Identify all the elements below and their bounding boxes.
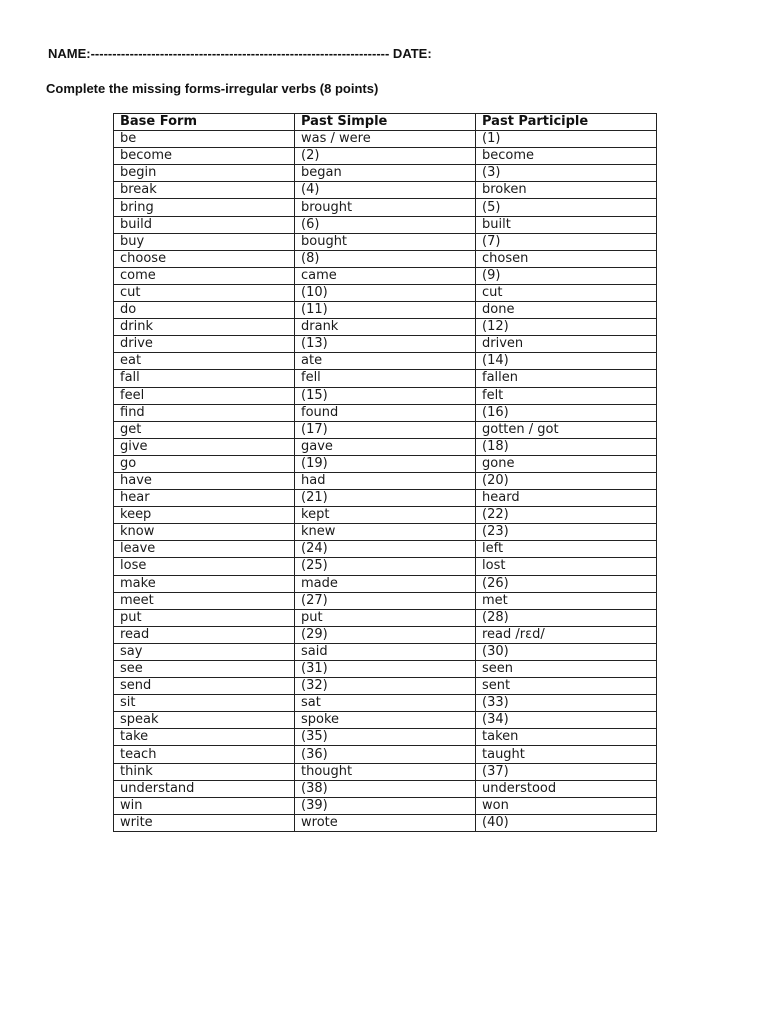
base-form-cell: write (114, 814, 295, 831)
past-simple-cell: put (295, 609, 476, 626)
past-participle-cell: understood (476, 780, 657, 797)
base-form-cell: think (114, 763, 295, 780)
past-participle-cell: chosen (476, 250, 657, 267)
past-participle-cell: (14) (476, 353, 657, 370)
table-row (114, 302, 657, 319)
table-body (114, 131, 657, 832)
past-simple-cell: (36) (295, 746, 476, 763)
past-participle-cell: (20) (476, 472, 657, 489)
past-participle-cell: taught (476, 746, 657, 763)
past-simple-cell: (38) (295, 780, 476, 797)
past-participle-cell: (3) (476, 165, 657, 182)
past-participle-cell: fallen (476, 370, 657, 387)
past-participle-cell: cut (476, 284, 657, 301)
past-simple-cell: (39) (295, 797, 476, 814)
table-row (114, 712, 657, 729)
base-form-cell: cut (114, 284, 295, 301)
table-row (114, 643, 657, 660)
table-row (114, 558, 657, 575)
table-row (114, 780, 657, 797)
past-participle-cell: met (476, 592, 657, 609)
past-participle-cell: taken (476, 729, 657, 746)
table-row (114, 575, 657, 592)
base-form-cell: make (114, 575, 295, 592)
past-participle-cell: (26) (476, 575, 657, 592)
table-row (114, 763, 657, 780)
past-simple-cell: (17) (295, 421, 476, 438)
table-row (114, 609, 657, 626)
base-form-cell: eat (114, 353, 295, 370)
base-form-cell: put (114, 609, 295, 626)
past-simple-cell: said (295, 643, 476, 660)
past-participle-cell: (12) (476, 319, 657, 336)
table-row (114, 250, 657, 267)
past-participle-cell: driven (476, 336, 657, 353)
past-simple-cell: sat (295, 695, 476, 712)
past-simple-cell: bought (295, 233, 476, 250)
table-row (114, 182, 657, 199)
past-participle-cell: sent (476, 678, 657, 695)
table-row (114, 661, 657, 678)
base-form-cell: be (114, 131, 295, 148)
table-row (114, 370, 657, 387)
past-participle-cell: (18) (476, 438, 657, 455)
past-simple-cell: (15) (295, 387, 476, 404)
past-simple-cell: (11) (295, 302, 476, 319)
past-participle-cell: felt (476, 387, 657, 404)
table-row (114, 490, 657, 507)
table-row (114, 284, 657, 301)
base-form-cell: sit (114, 695, 295, 712)
past-simple-cell: (2) (295, 148, 476, 165)
base-form-cell: choose (114, 250, 295, 267)
past-participle-cell: (22) (476, 507, 657, 524)
past-participle-cell: (30) (476, 643, 657, 660)
past-participle-cell: heard (476, 490, 657, 507)
table-row (114, 353, 657, 370)
past-simple-cell: spoke (295, 712, 476, 729)
table-row (114, 319, 657, 336)
past-simple-cell: (35) (295, 729, 476, 746)
past-participle-cell: (40) (476, 814, 657, 831)
past-participle-cell: left (476, 541, 657, 558)
instruction-heading: Complete the missing forms-irregular verbs (8 points) (46, 81, 379, 96)
past-participle-cell: (5) (476, 199, 657, 216)
table-row (114, 199, 657, 216)
past-simple-cell: gave (295, 438, 476, 455)
past-simple-cell: (27) (295, 592, 476, 609)
past-participle-cell: read /rɛd/ (476, 626, 657, 643)
table-header-row (114, 114, 657, 131)
table-row (114, 216, 657, 233)
past-simple-cell: (8) (295, 250, 476, 267)
table-row (114, 814, 657, 831)
base-form-cell: speak (114, 712, 295, 729)
past-participle-cell: (7) (476, 233, 657, 250)
past-simple-cell: knew (295, 524, 476, 541)
table-row (114, 541, 657, 558)
base-form-cell: buy (114, 233, 295, 250)
past-participle-cell: built (476, 216, 657, 233)
base-form-cell: come (114, 267, 295, 284)
base-form-cell: keep (114, 507, 295, 524)
table-row (114, 455, 657, 472)
past-simple-cell: (19) (295, 455, 476, 472)
base-form-cell: lose (114, 558, 295, 575)
table-row (114, 797, 657, 814)
past-participle-cell: gone (476, 455, 657, 472)
table-row (114, 267, 657, 284)
base-form-cell: read (114, 626, 295, 643)
past-participle-cell: done (476, 302, 657, 319)
table-row (114, 507, 657, 524)
past-simple-cell: was / were (295, 131, 476, 148)
table-row (114, 233, 657, 250)
column-header-past-participle: Past Participle (476, 114, 657, 131)
past-simple-cell: fell (295, 370, 476, 387)
table-row (114, 336, 657, 353)
past-participle-cell: (28) (476, 609, 657, 626)
base-form-cell: get (114, 421, 295, 438)
base-form-cell: take (114, 729, 295, 746)
past-simple-cell: ate (295, 353, 476, 370)
table-row (114, 404, 657, 421)
table-row (114, 148, 657, 165)
base-form-cell: begin (114, 165, 295, 182)
past-participle-cell: lost (476, 558, 657, 575)
past-simple-cell: (29) (295, 626, 476, 643)
past-participle-cell: won (476, 797, 657, 814)
past-simple-cell: had (295, 472, 476, 489)
past-simple-cell: (24) (295, 541, 476, 558)
base-form-cell: feel (114, 387, 295, 404)
past-simple-cell: (32) (295, 678, 476, 695)
base-form-cell: understand (114, 780, 295, 797)
table-row (114, 746, 657, 763)
irregular-verbs-table (113, 113, 657, 832)
table-row (114, 472, 657, 489)
base-form-cell: teach (114, 746, 295, 763)
base-form-cell: go (114, 455, 295, 472)
table-row (114, 131, 657, 148)
base-form-cell: drink (114, 319, 295, 336)
past-participle-cell: broken (476, 182, 657, 199)
table-row (114, 695, 657, 712)
table-row (114, 729, 657, 746)
past-simple-cell: (31) (295, 661, 476, 678)
name-date-line: NAME:--------------------------------------------------------------------- DATE: (48, 46, 432, 61)
base-form-cell: bring (114, 199, 295, 216)
column-header-base-form: Base Form (114, 114, 295, 131)
base-form-cell: have (114, 472, 295, 489)
base-form-cell: break (114, 182, 295, 199)
base-form-cell: build (114, 216, 295, 233)
past-participle-cell: (33) (476, 695, 657, 712)
column-header-past-simple: Past Simple (295, 114, 476, 131)
base-form-cell: do (114, 302, 295, 319)
past-simple-cell: (10) (295, 284, 476, 301)
base-form-cell: leave (114, 541, 295, 558)
past-participle-cell: (37) (476, 763, 657, 780)
past-participle-cell: (1) (476, 131, 657, 148)
base-form-cell: win (114, 797, 295, 814)
past-simple-cell: made (295, 575, 476, 592)
base-form-cell: drive (114, 336, 295, 353)
past-participle-cell: (23) (476, 524, 657, 541)
past-simple-cell: (25) (295, 558, 476, 575)
base-form-cell: give (114, 438, 295, 455)
past-simple-cell: (4) (295, 182, 476, 199)
past-simple-cell: (6) (295, 216, 476, 233)
table-row (114, 626, 657, 643)
base-form-cell: fall (114, 370, 295, 387)
past-simple-cell: found (295, 404, 476, 421)
base-form-cell: see (114, 661, 295, 678)
table-row (114, 524, 657, 541)
past-simple-cell: kept (295, 507, 476, 524)
past-participle-cell: seen (476, 661, 657, 678)
table-row (114, 592, 657, 609)
base-form-cell: become (114, 148, 295, 165)
past-participle-cell: gotten / got (476, 421, 657, 438)
past-participle-cell: (34) (476, 712, 657, 729)
past-simple-cell: drank (295, 319, 476, 336)
past-simple-cell: wrote (295, 814, 476, 831)
past-simple-cell: (13) (295, 336, 476, 353)
past-simple-cell: came (295, 267, 476, 284)
past-simple-cell: (21) (295, 490, 476, 507)
past-simple-cell: brought (295, 199, 476, 216)
table-row (114, 387, 657, 404)
table-row (114, 165, 657, 182)
past-participle-cell: (9) (476, 267, 657, 284)
past-simple-cell: began (295, 165, 476, 182)
base-form-cell: hear (114, 490, 295, 507)
base-form-cell: meet (114, 592, 295, 609)
base-form-cell: send (114, 678, 295, 695)
table-row (114, 421, 657, 438)
past-participle-cell: become (476, 148, 657, 165)
base-form-cell: find (114, 404, 295, 421)
table-row (114, 438, 657, 455)
past-simple-cell: thought (295, 763, 476, 780)
table-row (114, 678, 657, 695)
past-participle-cell: (16) (476, 404, 657, 421)
base-form-cell: know (114, 524, 295, 541)
base-form-cell: say (114, 643, 295, 660)
